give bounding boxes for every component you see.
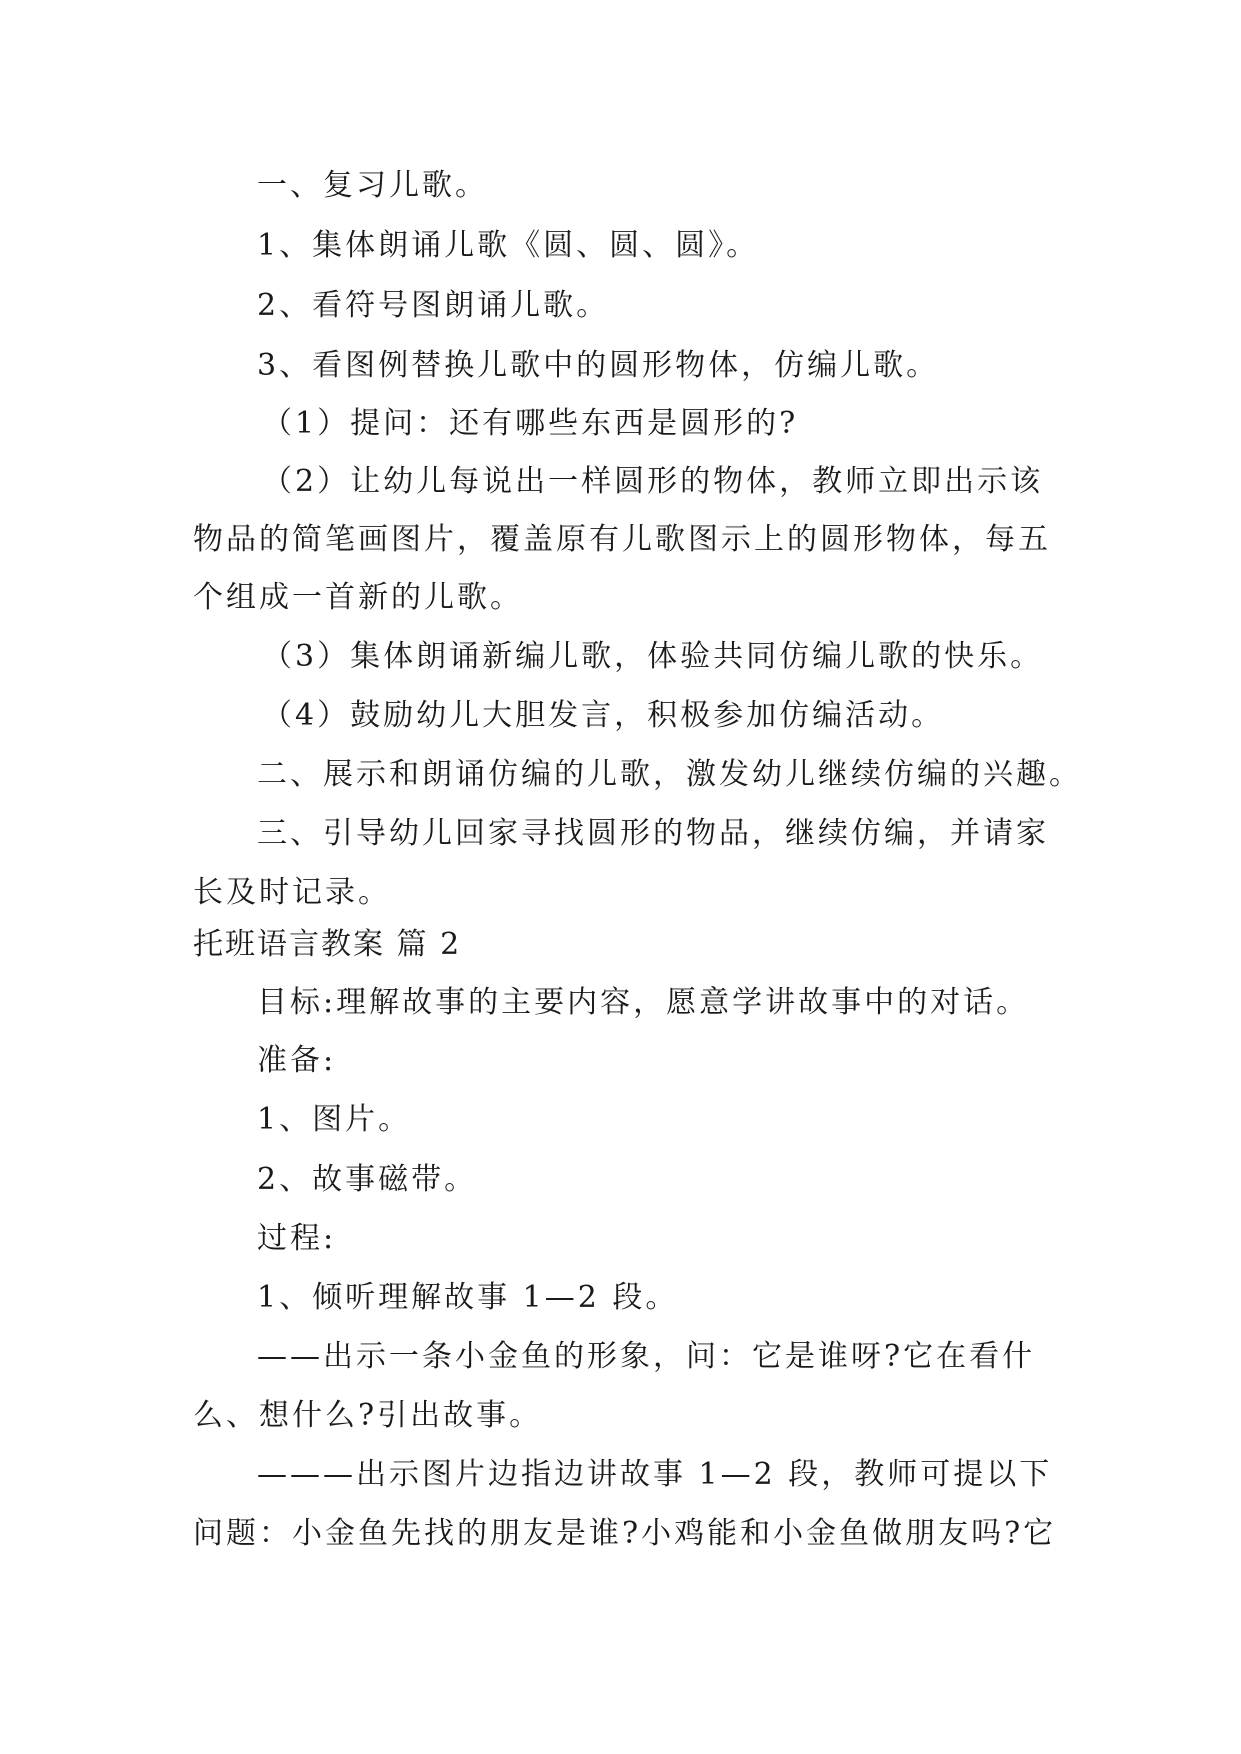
- text-line: 目标:理解故事的主要内容，愿意学讲故事中的对话。: [257, 985, 1030, 1020]
- text-line: ——出示一条小金鱼的形象，问：它是谁呀?它在看什: [257, 1339, 1036, 1374]
- text-line: 三、引导幼儿回家寻找圆形的物品，继续仿编，并请家: [257, 816, 1049, 851]
- text-line: 过程:: [257, 1221, 337, 1256]
- text-line: 1、图片。: [257, 1102, 412, 1137]
- text-line: （2）让幼儿每说出一样圆形的物体，教师立即出示该: [262, 464, 1044, 499]
- text-line: （4）鼓励幼儿大胆发言，积极参加仿编活动。: [262, 698, 945, 733]
- text-line: 个组成一首新的儿歌。: [193, 580, 523, 615]
- text-line: 物品的简笔画图片，覆盖原有儿歌图示上的圆形物体，每五: [193, 522, 1051, 557]
- text-line: （1）提问：还有哪些东西是圆形的?: [262, 406, 799, 441]
- text-line: 2、故事磁带。: [257, 1162, 478, 1197]
- section-heading: 托班语言教案 篇 2: [193, 927, 462, 962]
- text-line: （3）集体朗诵新编儿歌，体验共同仿编儿歌的快乐。: [262, 639, 1044, 674]
- text-line: 么、想什么?引出故事。: [193, 1398, 543, 1433]
- text-line: 1、集体朗诵儿歌《圆、圆、圆》。: [257, 228, 760, 263]
- text-line: 长及时记录。: [193, 875, 391, 910]
- text-line: ———出示图片边指边讲故事 1—2 段，教师可提以下: [257, 1457, 1053, 1492]
- text-line: 1、倾听理解故事 1—2 段。: [257, 1280, 679, 1315]
- text-line: 一、复习儿歌。: [257, 168, 488, 203]
- text-line: 二、展示和朗诵仿编的儿歌，激发幼儿继续仿编的兴趣。: [257, 757, 1082, 792]
- text-line: 准备:: [257, 1043, 337, 1078]
- text-line: 3、看图例替换儿歌中的圆形物体，仿编儿歌。: [257, 348, 940, 383]
- text-line: 2、看符号图朗诵儿歌。: [257, 288, 610, 323]
- text-line: 问题：小金鱼先找的朋友是谁?小鸡能和小金鱼做朋友吗?它: [193, 1516, 1057, 1551]
